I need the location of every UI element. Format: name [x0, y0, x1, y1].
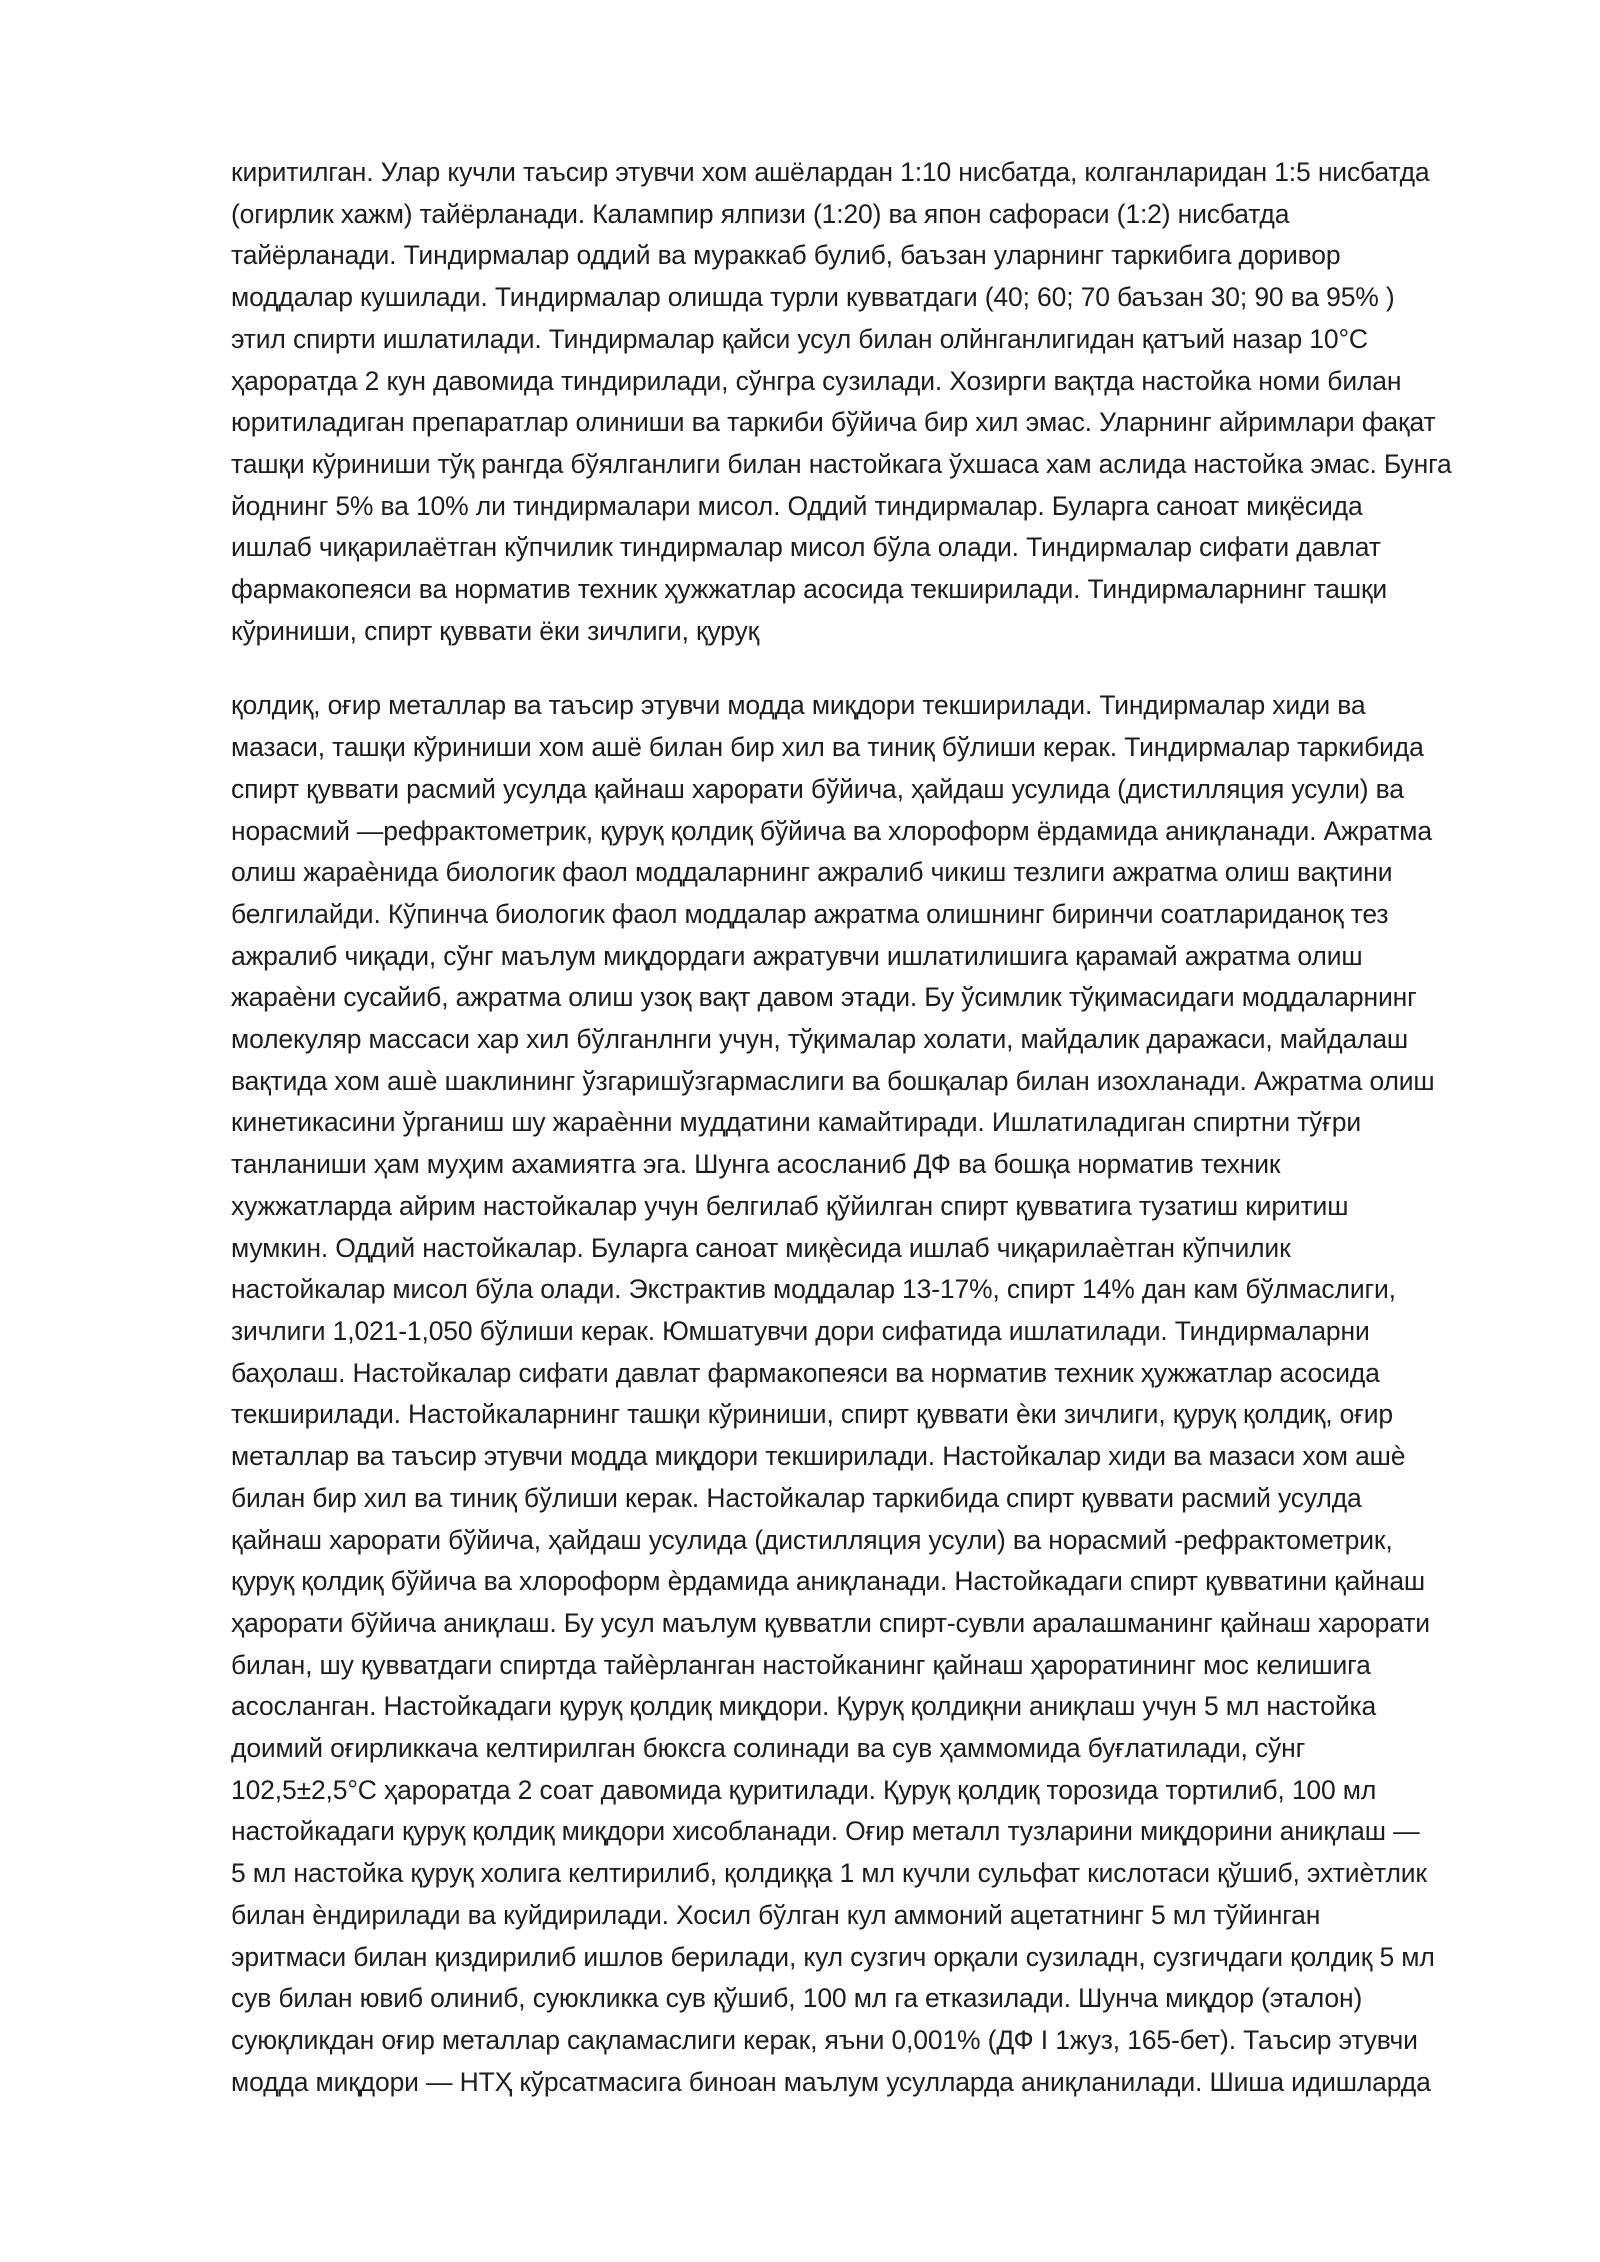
document-body [231, 152, 1501, 2103]
paragraph: қолдиқ, оғир металлар ва таъсир этувчи модда миқдори текширилади. Тиндирмалар хиди ва мазаси, ташқи кўриниши хом ашё билан бир хил ва тиниқ бўлиши керак. Тиндирмалар таркибида спирт қуввати расмий усулда қайнаш харорати бўйича, ҳайдаш усулида (дистилляция усули) ва норасмий —рефрактометрик, қуруқ қолдиқ бўйича ва хлороформ ёрдамида аниқланади. Ажратма олиш жараѐнида биологик фаол моддаларнинг ажралиб чикиш тезлиги ажратма олиш вақтини белгилайди. Кўпинча биологик фаол моддалар ажратма олишнинг биринчи соатлариданоқ тез ажралиб чиқади, сўнг маълум миқдордаги ажратувчи ишлатилишига қарамай ажратма олиш жараѐни сусайиб, ажратма олиш узоқ вақт давом этади. Бу ўсимлик тўқимасидаги моддаларнинг молекуляр массаси хар хил бўлганлнги учун, тўқималар холати, майдалик даражаси, майдалаш вақтида хом ашѐ шаклининг ўзгаришўзгармаслиги ва бошқалар билан изохланади. Ажратма олиш кинетикасини ўрганиш шу жараѐнни муддатини камайтиради. Ишлатиладиган спиртни тўғри танланиши ҳам муҳим ахамиятга эга. Шунга асосланиб ДФ ва бошқа норматив техник хужжатларда айрим настойкалар учун белгилаб қўйилган спирт қувватига тузатиш киритиш мумкин. Оддий настойкалар. Буларга саноат миқѐсида ишлаб чиқарилаѐтган кўпчилик настойкалар мисол бўла олади. Экстрактив моддалар 13-17%, спирт 14% дан кам бўлмаслиги, зичлиги 1,021-1,050 бўлиши керак. Юмшатувчи дори сифатида ишлатилади. Тиндирмаларни баҳолаш. Настойкалар сифати давлат фармакопеяси ва норматив техник ҳужжатлар асосида текширилади. Настойкаларнинг ташқи кўриниши, спирт қуввати ѐки зичлиги, қуруқ қолдиқ, оғир металлар ва таъсир этувчи модда миқдори текширилади. Настойкалар хиди ва мазаси хом ашѐ билан бир хил ва тиниқ бўлиши керак. Настойкалар таркибида спирт қуввати расмий усулда қайнаш харорати бўйича, ҳайдаш усулида (дистилляция усули) ва норасмий -рефрактометрик, қуруқ қолдиқ бўйича ва хлороформ ѐрдамида аниқланади. Настойкадаги спирт қувватини қайнаш ҳарорати бўйича аниқлаш. Бу усул маълум қувватли спирт-сувли аралашманинг қайнаш харорати билан, шу қувватдаги спиртда тайѐрланган настойканинг қайнаш ҳароратининг мос келишига асосланган. Настойкадаги қуруқ қолдиқ миқдори. Қуруқ қолдиқни аниқлаш учун 5 мл настойка доимий оғирликкача келтирилган бюксга солинади ва сув ҳаммомида буғлатилади, сўнг 102,5±2,5°С ҳароратда 2 соат давомида қуритилади. Қуруқ қолдиқ торозида тортилиб, 100 мл настойкадаги қуруқ қолдиқ миқдори хисобланади. Оғир металл тузларини миқдорини аниқлаш — 5 мл настойка қуруқ холига келтирилиб, қолдиққа 1 мл кучли сульфат кислотаси қўшиб, эхтиѐтлик билан ѐндирилади ва куйдирилади. Хосил бўлган кул аммоний ацетатнинг 5 мл тўйинган эритмаси билан қиздирилиб ишлов берилади, кул сузгич орқали сузиладн, сузгичдаги қолдиқ 5 мл сув билан ювиб олиниб, суюкликка сув қўшиб, 100 мл га етказилади. Шунча миқдор (эталон) суюқликдан оғир металлар сақламаслиги керак, яъни 0,001% (ДФ I 1жуз, 165-бет). Таъсир этувчи модда миқдори — НТҲ кўрсатмасига биноан маълум усулларда аниқланилади. Шиша идишларда [231, 690, 1435, 2097]
paragraph: киритилган. Улар кучли таъсир этувчи хом ашёлардан 1:10 нисбатда, колганларидан 1:5 нисбатда (огирлик хажм) тайёрланади. Калампир ялпизи (1:20) ва япон сафораси (1:2) нисбатда тайёрланади. Тиндирмалар оддий ва мураккаб булиб, баъзан уларнинг таркибига доривор моддалар кушилади. Тиндирмалар олишда турли кувватдаги (40; 60; 70 баъзан 30; 90 ва 95% ) этил спирти ишлатилади. Тиндирмалар қайси усул билан олйнганлигидан қатъий назар 10°С ҳароратда 2 кун давомида тиндирилади, сўнгра сузилади. Хозирги вақтда настойка номи билан юритиладиган препаратлар олиниши ва таркиби бўйича бир хил эмас. Уларнинг айримлари фақат ташқи кўриниши тўқ рангда бўялганлиги билан настойкага ўхшаса хам аслида настойка эмас. Бунга йоднинг 5% ва 10% ли тиндирмалари мисол. Оддий тиндирмалар. Буларга саноат миқёсида ишлаб чиқарилаётган кўпчилик тиндирмалар мисол бўла олади. Тиндирмалар сифати давлат фармакопеяси ва норматив техник ҳужжатлар асосида текширилади. Тиндирмаларнинг ташқи кўриниши, спирт қуввати ёки зичлиги, қуруқ [231, 157, 1452, 646]
